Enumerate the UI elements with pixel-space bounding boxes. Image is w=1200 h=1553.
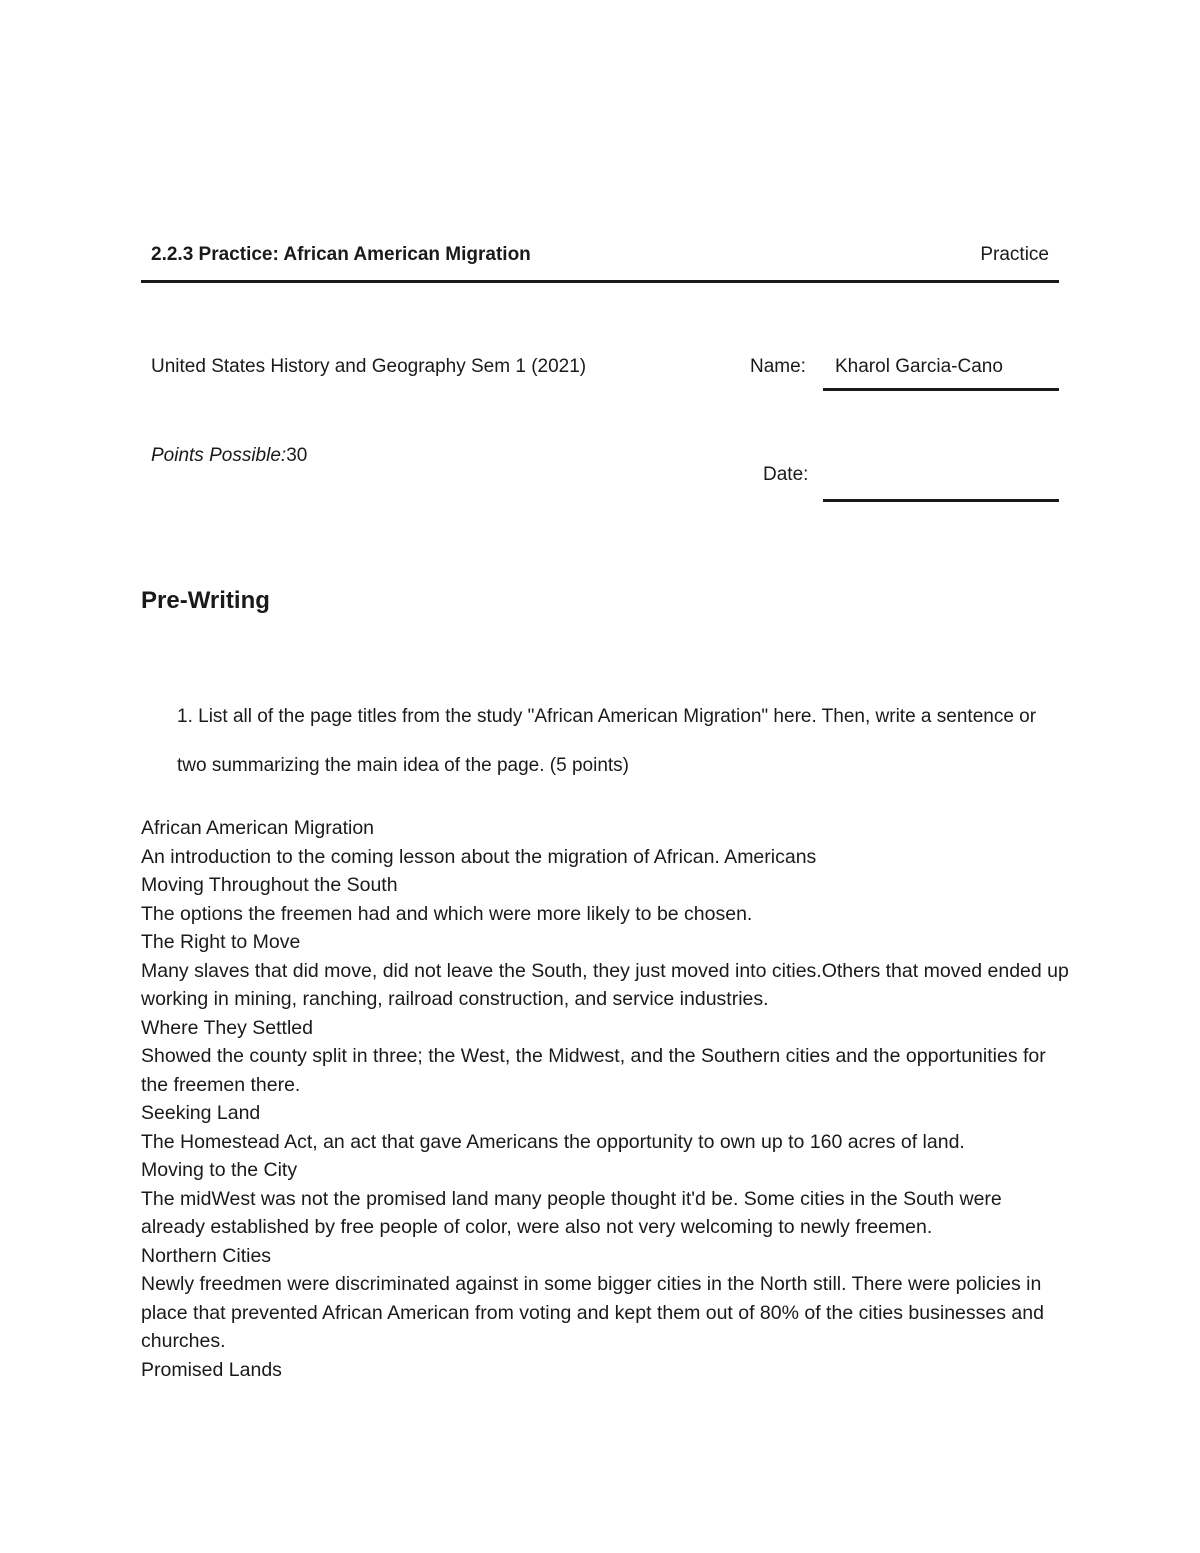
- document-header: [141, 240, 1059, 283]
- section-heading: Pre-Writing: [141, 587, 270, 614]
- question-1: [177, 692, 1057, 790]
- question-number: 1.: [177, 706, 199, 727]
- answer-line: Many slaves that did move, did not leave the South, they just moved into cities.Others that moved ended up working in mining, ranching, railroad construction, and service industries.: [141, 959, 1069, 1010]
- date-field[interactable]: [823, 462, 1059, 502]
- name-field[interactable]: [823, 350, 1059, 391]
- answer-line: Seeking Land: [141, 1102, 261, 1124]
- answer-line: The midWest was not the promised land many people thought it'd be. Some cities in the South were already established by free people of color, were also not very welcoming to newly freemen.: [141, 1187, 1002, 1238]
- answer-line: The Homestead Act, an act that gave Americans the opportunity to own up to 160 acres of land.: [141, 1130, 965, 1153]
- question-text: of the page titles from the study "African American Migration" here. Then, write a sentence or two summarizing the main idea of the page. (5 points): [177, 706, 1037, 776]
- points-possible: [151, 445, 307, 467]
- name-value: Kharol Garcia-Cano: [835, 356, 1003, 377]
- answer-line: Where They Settled: [141, 1016, 313, 1039]
- answer-line: African American Migration: [141, 817, 375, 839]
- answer-line: Northern Cities: [141, 1244, 272, 1267]
- answer-line: An introduction to the coming lesson about the migration of African. Americans: [141, 845, 817, 868]
- question-bold-text: List all: [198, 706, 252, 727]
- name-label: Name:: [750, 356, 806, 377]
- answer-line: Newly freedmen were discriminated against in some bigger cities in the North still. There were policies in place that prevented African American from voting and kept them out of 80% of the cities businesses and churches.: [141, 1273, 1044, 1352]
- answer-list: [141, 814, 1071, 1384]
- assignment-type: Practice: [980, 244, 1049, 265]
- answer-line: Moving to the City: [141, 1159, 298, 1181]
- course-name: United States History and Geography Sem 1 (2021): [151, 356, 587, 377]
- answer-line: Promised Lands: [141, 1358, 282, 1381]
- answer-line: Moving Throughout the South: [141, 874, 398, 896]
- date-label: Date:: [763, 464, 809, 485]
- answer-line: The Right to Move: [141, 931, 301, 953]
- points-value: 30: [286, 445, 308, 466]
- answer-line: Showed the county split in three; the West, the Midwest, and the Southern cities and the opportunities for the freemen there.: [141, 1045, 1046, 1096]
- points-label: Points Possible:: [151, 445, 287, 466]
- assignment-title: 2.2.3 Practice: African American Migration: [151, 244, 531, 265]
- answer-line: The options the freemen had and which were more likely to be chosen.: [141, 902, 753, 925]
